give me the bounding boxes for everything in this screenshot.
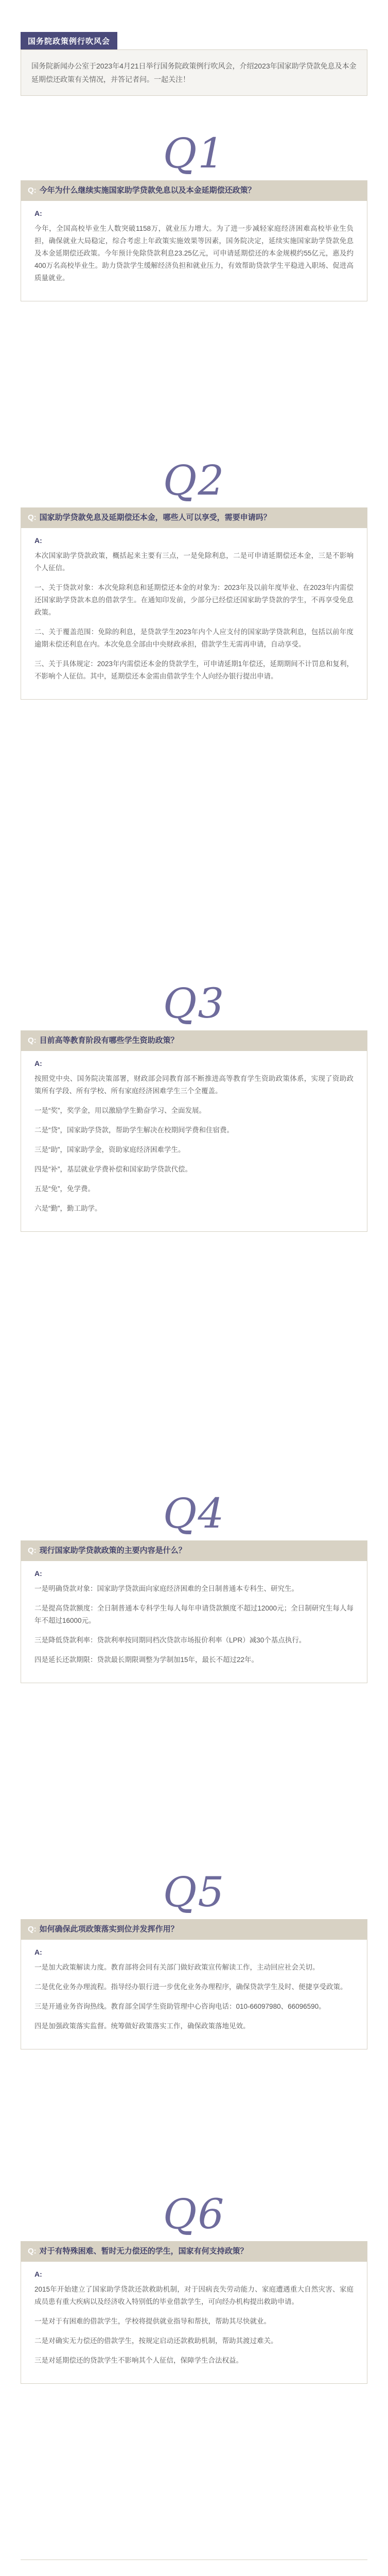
q1-section bbox=[21, 126, 367, 301]
footer-divider bbox=[21, 2560, 367, 2569]
q3-prefix: Q: bbox=[28, 1036, 37, 1045]
q2-answer-label: A: bbox=[34, 536, 42, 545]
q6-answer-box bbox=[21, 2262, 367, 2384]
q4-heading: Q4 bbox=[163, 1489, 225, 1537]
q6-heading: Q6 bbox=[163, 2190, 225, 2238]
q1-question-bar bbox=[21, 180, 367, 201]
q6-prefix: Q: bbox=[28, 2247, 37, 2256]
q6-question-text: 对于有特殊困难、暂时无力偿还的学生，国家有何支持政策？ bbox=[39, 2247, 248, 2256]
q5-prefix: Q: bbox=[28, 1925, 37, 1934]
q3-heading: Q3 bbox=[163, 979, 225, 1027]
q2-heading: Q2 bbox=[163, 456, 225, 504]
q3-answer-label: A: bbox=[34, 1059, 42, 1067]
q3-answer-para: 二是“贷”，国家助学贷款，帮助学生解决在校期间学费和住宿费。 bbox=[34, 1126, 234, 1134]
q4-section bbox=[21, 1486, 367, 1683]
q5-answer-para: 二是优化业务办理流程。指导经办银行进一步优化业务办理程序，确保贷款学生及时、便捷享受政策。 bbox=[34, 1983, 347, 1991]
q4-answer-label: A: bbox=[34, 1569, 42, 1578]
q3-answer-para: 三是“助”，国家助学金，资助家庭经济困难学生。 bbox=[34, 1146, 185, 1154]
q3-question-text: 目前高等教育阶段有哪些学生资助政策？ bbox=[39, 1036, 179, 1045]
q1-question-text: 今年为什么继续实施国家助学贷款免息以及本金延期偿还政策？ bbox=[39, 186, 256, 195]
intro-box: 国务院新闻办公室于2023年4月21日举行国务院政策例行吹风会，介绍2023年国家助学贷款免息及本金延期偿还政策有关情况，并答记者问。一起关注！ bbox=[21, 49, 367, 96]
q5-answer-para: 一是加大政策解读力度。教育部将会同有关部门做好政策宣传解读工作，主动回应社会关切。 bbox=[34, 1963, 320, 1971]
q6-section bbox=[21, 2187, 367, 2384]
q6-question-bar bbox=[21, 2241, 367, 2262]
header-tag: 国务院政策例行吹风会 bbox=[21, 32, 117, 50]
q2-question-text: 国家助学贷款免息及延期偿还本金，哪些人可以享受，需要申请吗？ bbox=[39, 513, 271, 522]
q6-answer-para: 二是对确实无力偿还的借款学生，按规定启动还款救助机制，帮助其渡过难关。 bbox=[34, 2337, 278, 2345]
q5-section bbox=[21, 1865, 367, 2049]
q5-question-bar bbox=[21, 1919, 367, 1940]
q6-answer-label: A: bbox=[34, 2270, 42, 2278]
q2-section bbox=[21, 453, 367, 700]
q5-answer-para: 三是开通业务咨询热线。教育部全国学生资助管理中心咨询电话：010-66097980、66096590。 bbox=[34, 2003, 326, 2010]
q3-answer-para: 六是“勤”，勤工助学。 bbox=[34, 1205, 102, 1212]
q3-answer-box bbox=[21, 1051, 367, 1232]
q4-answer-para: 四是延长还款期限：贷款最长期限调整为学制加15年，最长不超过22年。 bbox=[34, 1656, 259, 1664]
q3-answer-para: 按照党中央、国务院决策部署，财政部会同教育部不断推进高等教育学生资助政策体系，实现了资助政策所有学段、所有学校、所有家庭经济困难学生三个全覆盖。 bbox=[34, 1075, 354, 1095]
q2-answer-para: 二、关于覆盖范围：免除的利息，是贷款学生2023年内个人应支付的国家助学贷款利息，包括以前年度逾期未偿还利息在内。本次免息全部由中央财政承担，借款学生无需再申请，自动享受。 bbox=[34, 628, 354, 648]
q2-answer-para: 三、关于具体规定：2023年内需偿还本金的贷款学生，可申请延期1年偿还，延期期间不计罚息和复利，不影响个人征信。其中，延期偿还本金需由借款学生个人向经办银行提出申请。 bbox=[34, 660, 354, 680]
q1-answer-box bbox=[21, 201, 367, 301]
q4-answer-para: 一是明确贷款对象：国家助学贷款面向家庭经济困难的全日制普通本专科生、研究生。 bbox=[34, 1585, 298, 1592]
q5-heading: Q5 bbox=[163, 1868, 225, 1916]
q2-prefix: Q: bbox=[28, 513, 37, 522]
q3-answer-para: 一是“奖”，奖学金，用以激励学生勤奋学习、全面发展。 bbox=[34, 1107, 206, 1114]
q5-answer-label: A: bbox=[34, 1948, 42, 1956]
q1-prefix: Q: bbox=[28, 186, 37, 195]
q1-answer-para: 今年，全国高校毕业生人数突破1158万，就业压力增大。为了进一步减轻家庭经济困难高校毕业生负担，确保就业大局稳定，综合考虑上年政策实施效果等因素，国务院决定，延续实施国家助学贷款免息及本金延期偿还政策。今年预计免除贷款利息23.25亿元，可申请延期偿还的本金规模约55亿元，惠及约400万名高校毕业生。助力贷款学生缓解经济负担和就业压力，有效帮助贷款学生平稳进入职场、促进高质量就业。 bbox=[34, 225, 354, 282]
q5-answer-para: 四是加强政策落实监督。统筹做好政策落实工作，确保政策落地见效。 bbox=[34, 2022, 250, 2030]
q3-section bbox=[21, 976, 367, 1232]
q2-answer-para: 本次国家助学贷款政策，概括起来主要有三点，一是免除利息，二是可申请延期偿还本金，三是不影响个人征信。 bbox=[34, 552, 354, 572]
q6-answer-para: 一是对于有困难的借款学生，学校将提供就业指导和帮扶，帮助其尽快就业。 bbox=[34, 2317, 271, 2325]
q5-answer-box bbox=[21, 1940, 367, 2049]
q4-answer-box bbox=[21, 1561, 367, 1683]
q3-answer-para: 四是“补”，基层就业学费补偿和国家助学贷款代偿。 bbox=[34, 1165, 192, 1173]
q2-question-bar bbox=[21, 507, 367, 528]
q6-answer-para: 三是对延期偿还的贷款学生不影响其个人征信，保障学生合法权益。 bbox=[34, 2357, 243, 2364]
q2-answer-box bbox=[21, 528, 367, 700]
q1-heading: Q1 bbox=[163, 129, 225, 177]
q4-answer-para: 二是提高贷款额度：全日制普通本专科学生每人每年申请贷款额度不超过12000元；全日制研究生每人每年不超过16000元。 bbox=[34, 1604, 354, 1624]
q4-prefix: Q: bbox=[28, 1546, 37, 1555]
q4-question-text: 现行国家助学贷款政策的主要内容是什么？ bbox=[39, 1546, 186, 1555]
q5-question-text: 如何确保此项政策落实到位并发挥作用？ bbox=[39, 1925, 179, 1934]
q2-answer-para: 一、关于贷款对象：本次免除利息和延期偿还本金的对象为：2023年及以前年度毕业、在2023年内需偿还国家助学贷款本息的借款学生。在通知印发前，少部分已经偿还国家助学贷款的学生，不再享受免息政策。 bbox=[34, 584, 354, 616]
q3-answer-para: 五是“免”，免学费。 bbox=[34, 1185, 95, 1193]
q4-answer-para: 三是降低贷款利率：贷款利率按同期同档次贷款市场报价利率（LPR）减30个基点执行。 bbox=[34, 1636, 306, 1644]
q3-question-bar bbox=[21, 1030, 367, 1051]
q1-answer-label: A: bbox=[34, 209, 42, 217]
q6-answer-para: 2015年开始建立了国家助学贷款还款救助机制，对于因病丧失劳动能力、家庭遭遇重大自然灾害、家庭成员患有重大疾病以及经济收入特别低的毕业借款学生，可向经办机构提出救助申请。 bbox=[34, 2285, 354, 2306]
q4-question-bar bbox=[21, 1540, 367, 1561]
